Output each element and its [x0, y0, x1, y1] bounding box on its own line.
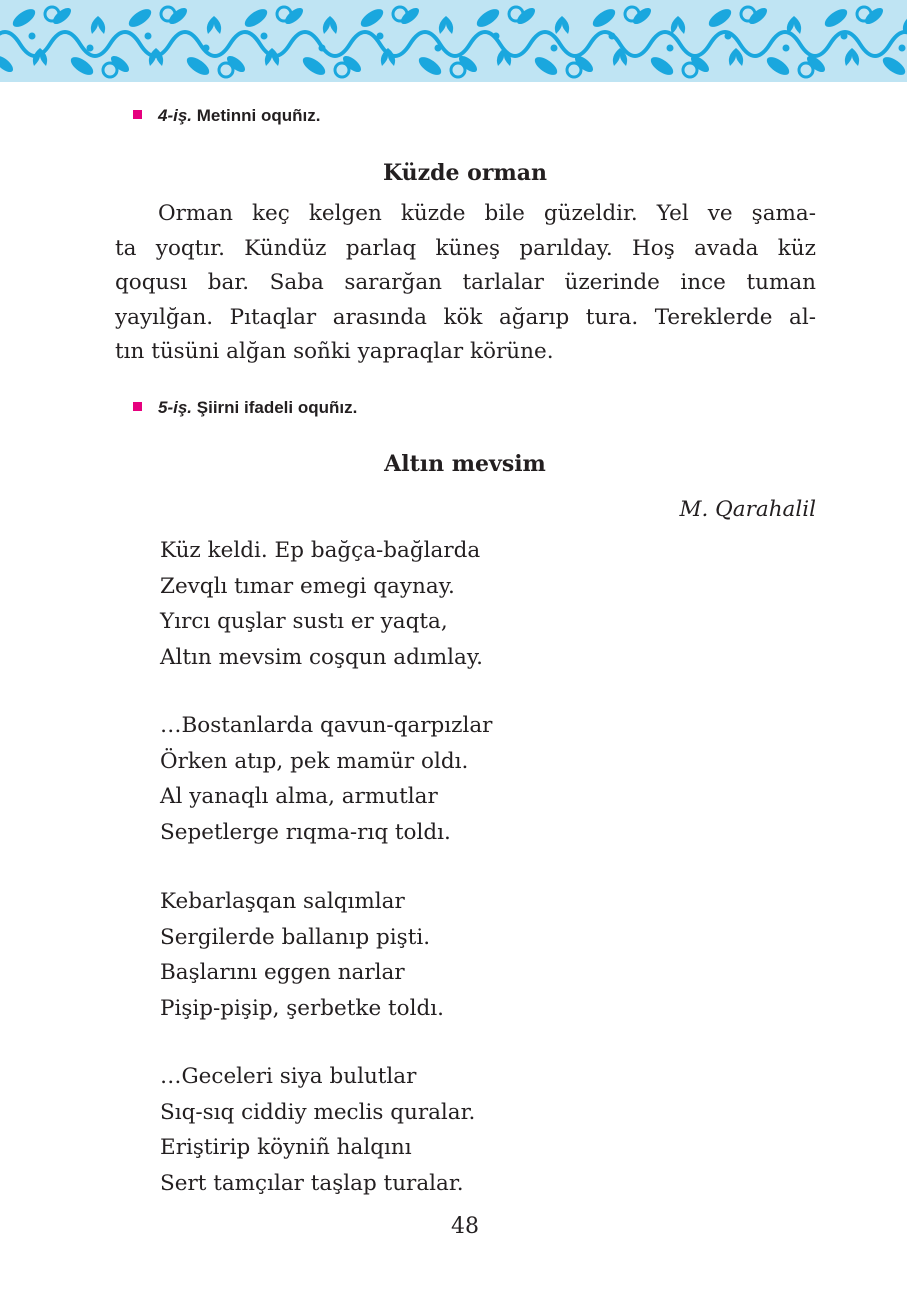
- floral-border-icon: [0, 0, 907, 82]
- bullet-icon: [133, 402, 142, 411]
- poem-line: Küz keldi. Ep bağça-bağlarda: [160, 538, 481, 563]
- poem-line: Sıq-sıq ciddiy meclis quralar.: [160, 1099, 476, 1125]
- task-5-number: 5-iş.: [158, 398, 193, 417]
- poem-line: Örken atıp, pek mamür oldı.: [160, 748, 469, 774]
- prose-title: Küzde orman: [383, 160, 547, 186]
- poem-line: Altın mevsim coşqun adımlay.: [160, 644, 483, 670]
- poem-stanza: [160, 884, 444, 1026]
- poem-line: Kebarlaşqan salqımlar: [160, 889, 405, 914]
- poem-line: Sergilerde ballanıp pişti.: [160, 924, 431, 950]
- page-number: 48: [451, 1214, 479, 1239]
- prose-line: tın tüsüni alğan soñki yapraqlar körüne.: [115, 339, 554, 364]
- poem-line: Sepetlerge rıqma-rıq toldı.: [160, 819, 451, 845]
- poem-line: …Geceleri siya bulutlar: [160, 1064, 417, 1089]
- task-5-text: Şiirni ifadeli oquñız.: [192, 398, 358, 417]
- poem-line: …Bostanlarda qavun-qarpızlar: [160, 713, 493, 738]
- poem-line: Eriştirip köyniñ halqını: [160, 1135, 412, 1160]
- poem-stanza: [160, 533, 483, 675]
- task-4-number: 4-iş.: [158, 106, 193, 125]
- prose-paragraph: [115, 197, 816, 370]
- poem-title: Altın mevsim: [384, 451, 546, 477]
- task-4-text: Metinni oquñız.: [192, 106, 321, 125]
- poem-line: Yırcı quşlar sustı er yaqta,: [160, 609, 448, 634]
- prose-line: qoqusı bar. Saba sararğan tarlalar üzerinde ince tuman: [115, 270, 816, 295]
- poem-line: Al yanaqlı alma, armutlar: [160, 784, 438, 809]
- poem-stanza: [160, 1059, 475, 1201]
- bullet-icon: [133, 110, 142, 119]
- task-5-instruction: [133, 398, 357, 418]
- prose-line: ta yoqtır. Kündüz parlaq küneş parılday. Hoş avada küz: [115, 235, 816, 261]
- poem-line: Zevqlı tımar emegi qaynay.: [160, 573, 455, 599]
- poem-line: Pişip-pişip, şerbetke toldı.: [160, 995, 444, 1021]
- task-4-instruction: [133, 106, 320, 126]
- prose-line: Orman keç kelgen küzde bile güzeldir. Yel ve şama-: [158, 201, 816, 226]
- poem-author: M. Qarahalil: [679, 497, 816, 522]
- prose-line: yayılğan. Pıtaqlar arasında kök ağarıp tura. Tereklerde al-: [115, 304, 816, 330]
- poem-line: Başlarını eggen narlar: [160, 960, 405, 985]
- decorative-banner: [0, 0, 907, 82]
- poem-stanza: [160, 708, 492, 850]
- poem-line: Sert tamçılar taşlap turalar.: [160, 1170, 464, 1196]
